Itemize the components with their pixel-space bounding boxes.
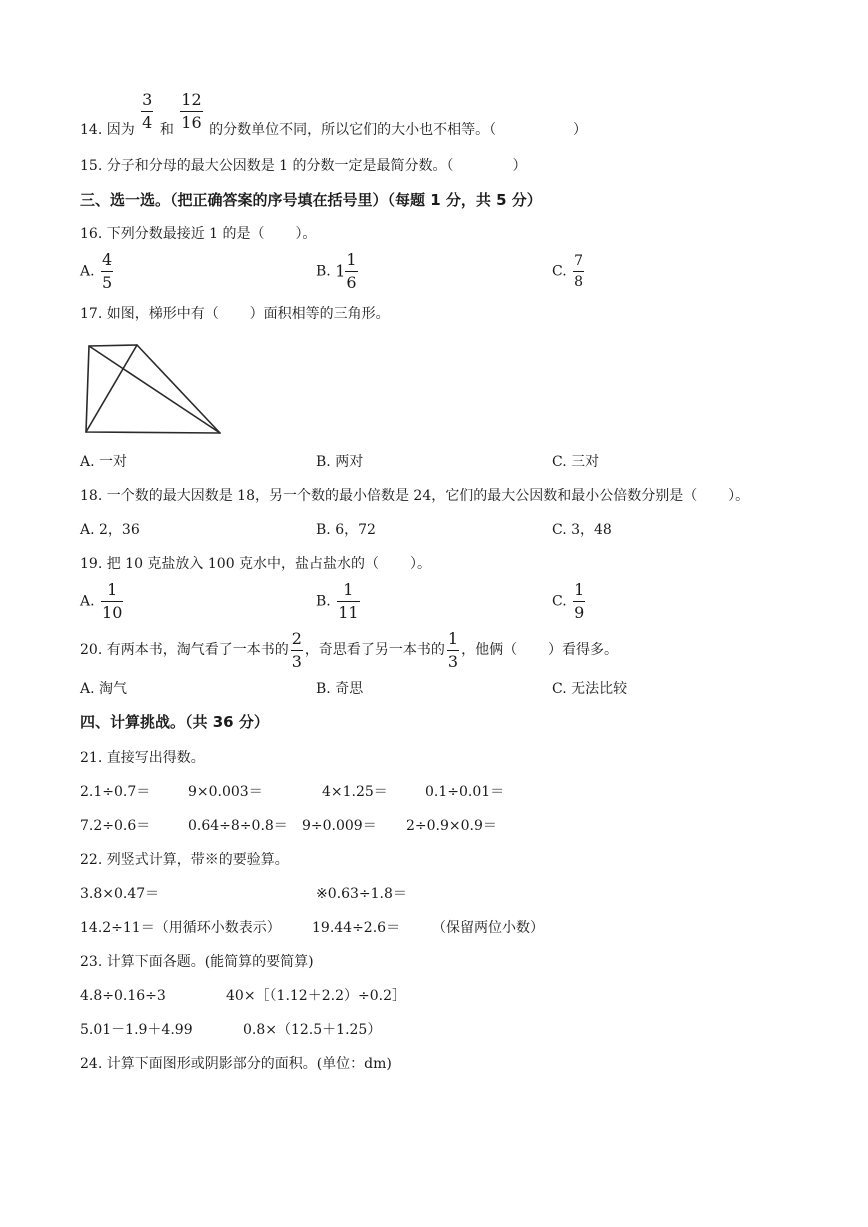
question-text: 有两本书，淘气看了一本书的 (106, 642, 289, 658)
question-text: 计算下面图形或阴影部分的面积。(单位：dm) (106, 1056, 392, 1072)
calc-item: 4.8÷0.16÷3 (80, 988, 166, 1004)
question-number: 14. (80, 122, 103, 138)
diagonal-line (89, 346, 220, 433)
question-15: 15. 分子和分母的最大公因数是 1 的分数一定是最简分数。（ ） (80, 158, 527, 174)
option-a[interactable]: A. 2，36 (80, 522, 140, 538)
question-number: 16. (80, 226, 103, 242)
option-a[interactable]: A. 淘气 (80, 681, 128, 697)
fraction: $\frac{3}{4}$ (142, 90, 153, 132)
fraction: $\frac{4}{5}$ (102, 250, 113, 292)
question-text: 如图，梯形中有（ (106, 306, 219, 322)
option-c[interactable]: C. $\frac{1}{9}$ (552, 580, 585, 622)
question-number: 17. (80, 306, 103, 322)
question-number: 24. (80, 1056, 103, 1072)
question-text: ，他俩（ (461, 642, 518, 658)
fraction: $\frac{7}{8}$ (574, 253, 584, 290)
calc-item: 0.64÷8÷0.8＝ (188, 818, 288, 834)
question-text: ，奇思看了另一本书的 (304, 642, 445, 658)
question-text: 因为 (106, 122, 135, 138)
option-c[interactable]: C. 无法比较 (552, 681, 628, 697)
calc-item: 40×［（1.12＋2.2）÷0.2］ (226, 988, 406, 1004)
calc-item: 0.1÷0.01＝ (425, 784, 505, 800)
question-number: 15. (80, 158, 103, 174)
fraction: $\frac{1}{10}$ (102, 580, 123, 622)
calc-item: 9×0.003＝ (188, 784, 263, 800)
question-text: 一个数的最大因数是 18，另一个数的最小倍数是 24，它们的最大公因数和最小公倍数分别是（ (106, 488, 698, 504)
calc-item: 19.44÷2.6＝ (312, 920, 401, 936)
calc-item: 2÷0.9×0.9＝ (406, 818, 497, 834)
question-18: 18. 一个数的最大因数是 18，另一个数的最小倍数是 24，它们的最大公因数和最小公倍数分别是（ ）。 (80, 488, 750, 504)
calc-item: 3.8×0.47＝ (80, 886, 160, 902)
calc-item: 5.01－1.9＋4.99 (80, 1022, 193, 1038)
section-heading: 四、计算挑战。（共 36 分） (80, 713, 269, 731)
diagonal-line (86, 345, 137, 432)
question-text: 计算下面各题。(能简算的要简算) (106, 954, 314, 970)
fraction: $\frac{1}{6}$ (346, 250, 357, 292)
section-heading: 三、选一选。（把正确答案的序号填在括号里）（每题 1 分，共 5 分） (80, 191, 542, 209)
option-a[interactable]: A. $\frac{1}{10}$ (80, 580, 123, 622)
question-22 (80, 850, 289, 870)
question-number: 21. (80, 750, 103, 766)
calc-item: 2.1÷0.7＝ (80, 784, 151, 800)
question-number: 18. (80, 488, 103, 504)
fraction: $\frac{1}{3}$ (447, 628, 459, 671)
calc-item: 7.2÷0.6＝ (80, 818, 151, 834)
fraction: $\frac{1}{9}$ (574, 580, 585, 622)
question-21 (80, 748, 205, 768)
question-14: 14. 因为 $\frac{3}{4}$ 和 $\frac{12}{16}$ 的分数单位不同，所以它们的大小也不相等。（ ） (80, 90, 587, 138)
option-a[interactable]: A. $\frac{4}{5}$ (80, 250, 113, 292)
calc-item: 9÷0.009＝ (302, 818, 377, 834)
fraction: $\frac{1}{11}$ (338, 580, 359, 622)
question-text: 直接写出得数。 (106, 750, 205, 766)
calc-item: 4×1.25＝ (322, 784, 388, 800)
question-16: 16. 下列分数最接近 1 的是（ ）。 (80, 226, 317, 242)
question-17: 17. 如图，梯形中有（ ）面积相等的三角形。 (80, 306, 390, 322)
trapezoid-figure (80, 338, 230, 440)
option-b[interactable]: B. 奇思 (316, 681, 364, 697)
question-text: 的分数单位不同，所以它们的大小也不相等。（ (209, 122, 497, 138)
whole-number: 1 (335, 261, 346, 281)
question-24 (80, 1054, 392, 1074)
question-number: 19. (80, 556, 103, 572)
question-text: 把 10 克盐放入 100 克水中，盐占盐水的（ (106, 556, 380, 572)
option-b[interactable]: B. 1 $\frac{1}{6}$ (316, 250, 357, 292)
calc-item: ※0.63÷1.8＝ (316, 886, 407, 902)
option-c[interactable]: C. 三对 (552, 454, 600, 470)
calc-item: 0.8×（12.5＋1.25） (243, 1022, 382, 1038)
question-19: 19. 把 10 克盐放入 100 克水中，盐占盐水的（ ）。 (80, 556, 431, 572)
question-23 (80, 952, 314, 972)
option-b[interactable]: B. 两对 (316, 454, 364, 470)
calc-note: （保留两位小数） (432, 920, 544, 936)
question-text: 下列分数最接近 1 的是（ (106, 226, 265, 242)
question-number: 22. (80, 852, 103, 868)
question-number: 23. (80, 954, 103, 970)
option-b[interactable]: B. 6，72 (316, 522, 376, 538)
question-20: 20. 有两本书，淘气看了一本书的 $\frac{2}{3}$ ，奇思看了另一本书的 $\frac{1}{3}$ ，他俩（ ）看得多。 (80, 628, 618, 671)
fraction: $\frac{12}{16}$ (181, 90, 202, 132)
option-c[interactable]: C. $\frac{7}{8}$ (552, 253, 584, 290)
calc-item: 14.2÷11＝（用循环小数表示） (80, 920, 281, 936)
fraction: $\frac{2}{3}$ (291, 628, 302, 671)
question-number: 20. (80, 642, 103, 658)
question-text: 列竖式计算，带※的要验算。 (106, 852, 289, 868)
question-text: 分子和分母的最大公因数是 1 的分数一定是最简分数。（ (106, 158, 454, 174)
option-a[interactable]: A. 一对 (80, 454, 128, 470)
option-c[interactable]: C. 3，48 (552, 522, 612, 538)
option-b[interactable]: B. $\frac{1}{11}$ (316, 580, 359, 622)
